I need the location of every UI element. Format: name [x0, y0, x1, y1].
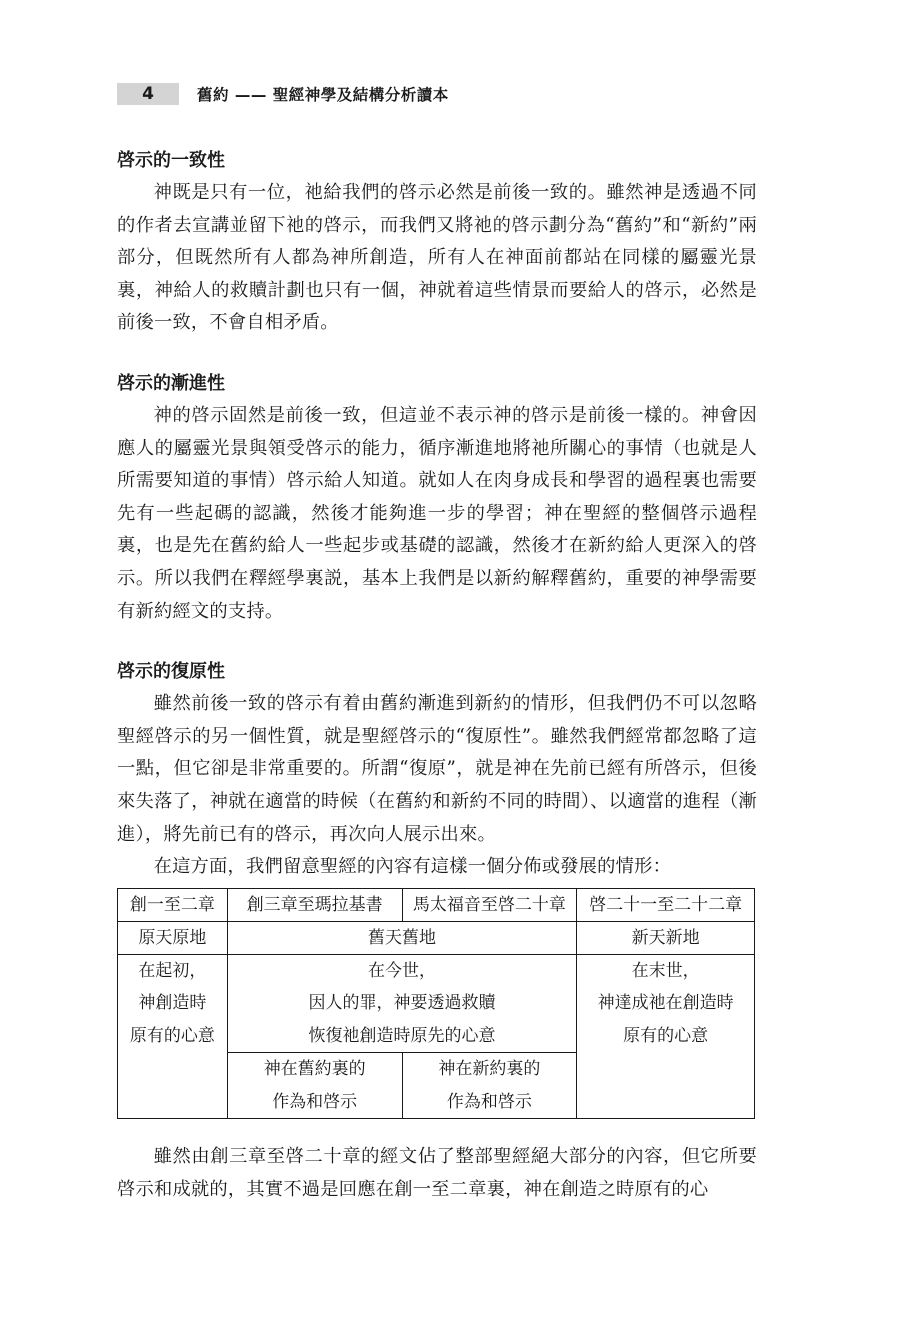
table-row [118, 954, 755, 1053]
table-cell [227, 954, 576, 1053]
cell-line: 在今世， [368, 960, 437, 981]
bible-structure-table [117, 888, 755, 1120]
table-header-cell: 創三章至瑪拉基書 [227, 888, 402, 921]
table-header-cell: 啓二十一至二十二章 [577, 888, 755, 921]
cell-line: 在末世， [631, 960, 700, 981]
cell-line: 神創造時 [138, 993, 207, 1014]
table-cell [577, 954, 755, 1119]
paragraph: 雖然由創三章至啓二十章的經文佔了整部聖經絕大部分的內容，但它所要啓示和成就的，其實不過是回應在創一至二章裏，神在創造之時原有的心 [117, 1146, 757, 1200]
table-cell: 舊天舊地 [227, 921, 576, 954]
table-cell [227, 1053, 402, 1119]
section-consistency [117, 145, 757, 340]
page-number: 4 [117, 83, 179, 105]
table-header-row [118, 888, 755, 921]
section-heading: 啓示的漸進性 [117, 372, 225, 394]
cell-line: 在起初， [138, 960, 207, 981]
section-progressiveness [117, 368, 757, 628]
table-cell [118, 954, 228, 1119]
table-header-cell: 創一至二章 [118, 888, 228, 921]
paragraph: 在這方面，我們留意聖經的內容有這樣一個分佈或發展的情形： [153, 856, 672, 878]
paragraph: 雖然前後一致的啓示有着由舊約漸進到新約的情形，但我們仍不可以忽略聖經啓示的另一個性質，就是聖經啓示的“復原性”。雖然我們經常都忽略了這一點，但它卻是非常重要的。所謂“復原”，就是神在先前已經有所啓示，但後來失落了，神就在適當的時候（在舊約和新約不同的時間）、以適當的進程（漸進），將先前已有的啓示，再次向人展示出來。 [117, 693, 757, 845]
running-header [117, 83, 449, 105]
cell-line: 原有的心意 [623, 1025, 709, 1046]
section-heading: 啓示的一致性 [117, 150, 225, 171]
cell-line: 作為和啓示 [446, 1091, 532, 1112]
cell-line: 恢復祂創造時原先的心意 [308, 1025, 496, 1046]
table-row [118, 921, 755, 954]
cell-line: 原有的心意 [129, 1025, 215, 1046]
cell-line: 神達成祂在創造時 [597, 993, 734, 1014]
table-header-cell: 馬太福音至啓二十章 [402, 888, 577, 921]
cell-line: 作為和啓示 [272, 1091, 358, 1112]
section-restoration [117, 656, 757, 884]
section-heading: 啓示的復原性 [117, 661, 225, 683]
table-cell: 原天原地 [118, 921, 228, 954]
book-title: 舊約 —— 聖經神學及結構分析讀本 [197, 86, 449, 104]
paragraph: 神的啓示固然是前後一致，但這並不表示神的啓示是前後一樣的。神會因應人的屬靈光景與領受啓示的能力，循序漸進地將祂所關心的事情（也就是人所需要知道的事情）啓示給人知道。就如人在肉身成長和學習的過程裏也需要先有一些起碼的認識，然後才能夠進一步的學習；神在聖經的整個啓示過程裏，也是先在舊約給人一些起步或基礎的認識，然後才在新約給人更深入的啓示。所以我們在釋經學裏説，基本上我們是以新約解釋舊約，重要的神學需要有新約經文的支持。 [117, 404, 757, 622]
table-cell [402, 1053, 577, 1119]
cell-line: 神在舊約裏的 [263, 1059, 366, 1080]
cell-line: 神在新約裏的 [438, 1059, 541, 1080]
page-body [117, 145, 757, 1206]
paragraph: 神既是只有一位，祂給我們的啓示必然是前後一致的。雖然神是透過不同的作者去宣講並留下祂的啓示，而我們又將祂的啓示劃分為“舊約”和“新約”兩部分，但既然所有人都為神所創造，所有人在神面前都站在同樣的屬靈光景裏，神給人的救贖計劃也只有一個，神就着這些情景而要給人的啓示，必然是前後一致，不會自相矛盾。 [117, 182, 757, 334]
table-cell: 新天新地 [577, 921, 755, 954]
cell-line: 因人的罪，神要透過救贖 [308, 993, 496, 1014]
